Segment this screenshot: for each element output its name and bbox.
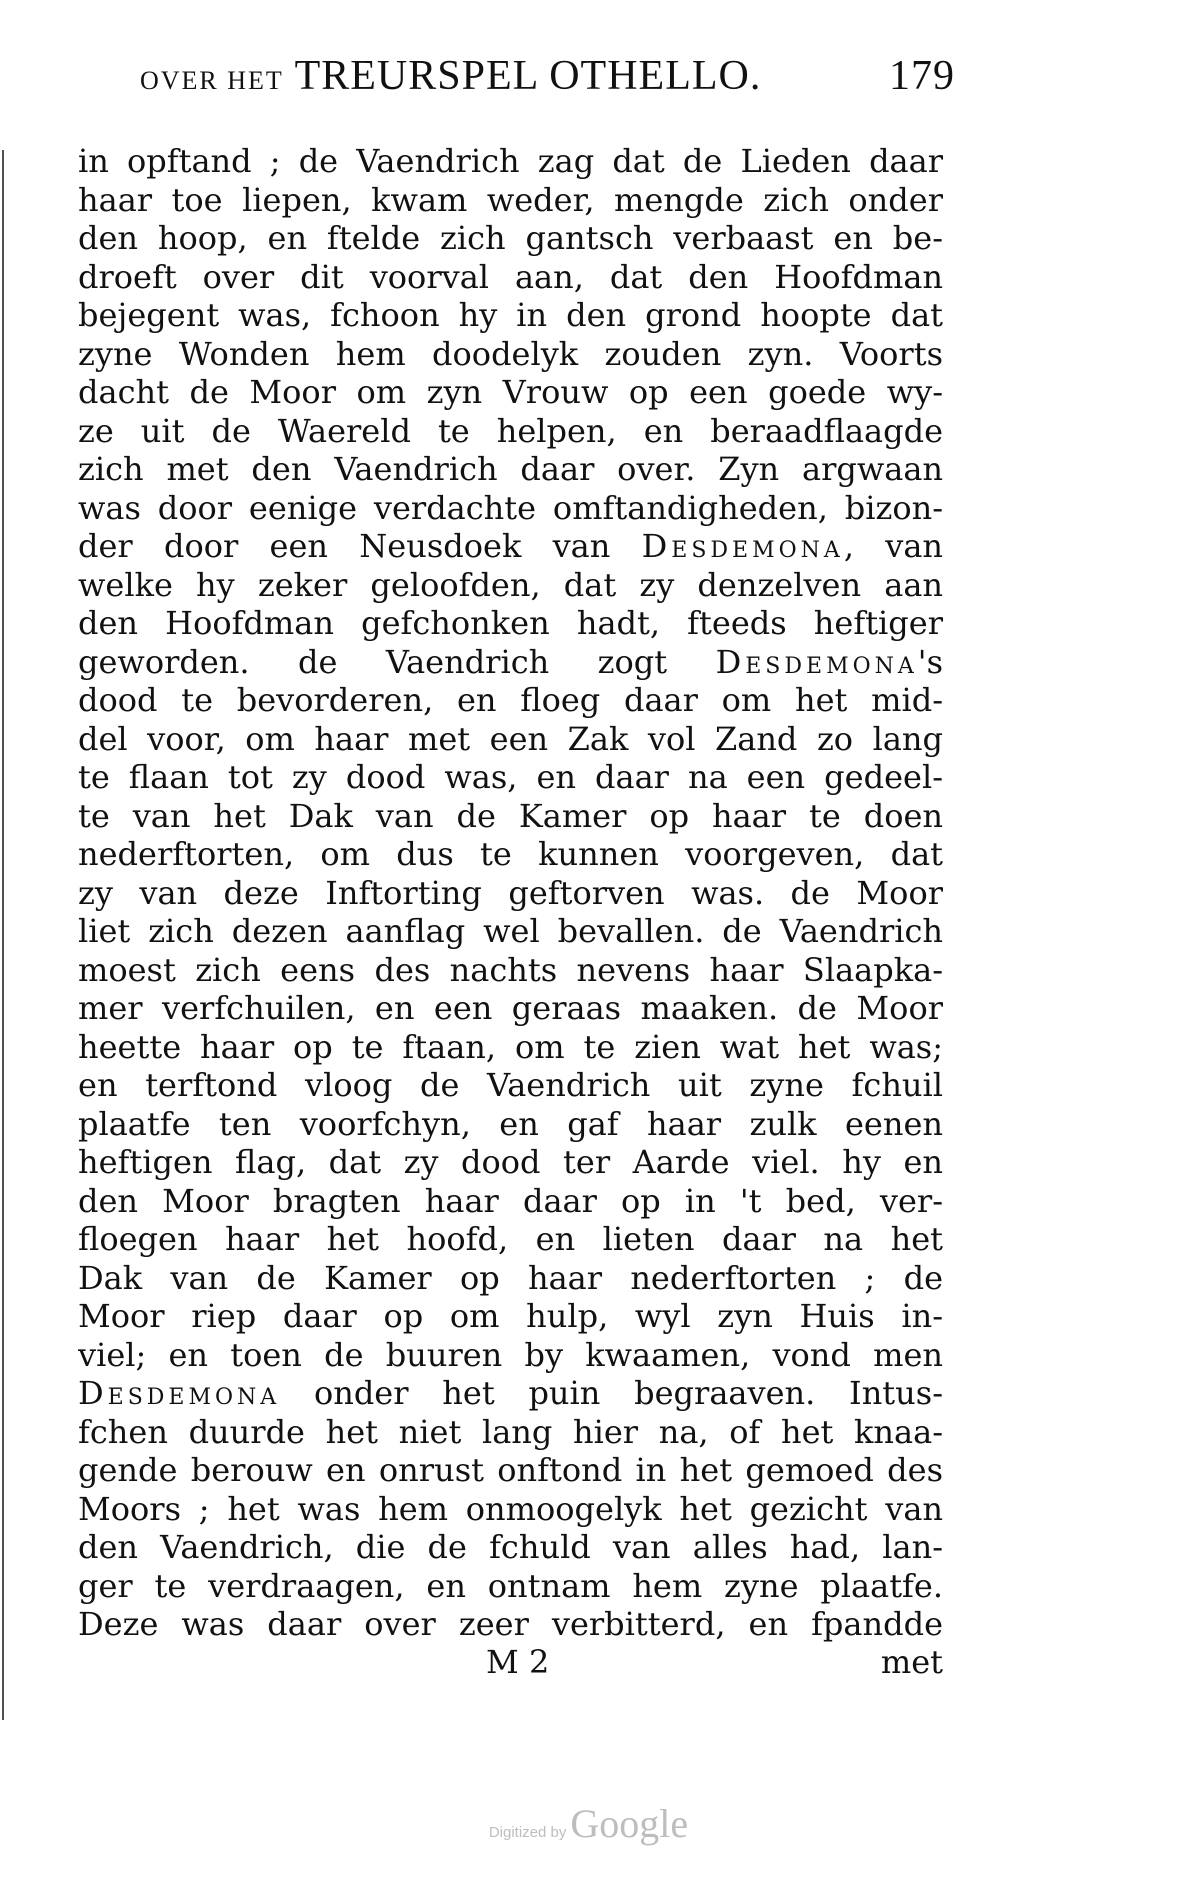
line-text: Dak van de Kamer op haar nederftorten ; de bbox=[78, 1258, 943, 1297]
text-line bbox=[78, 219, 943, 258]
line-text: heftigen flag, dat zy dood ter Aarde viel. hy en bbox=[78, 1143, 943, 1181]
line-content bbox=[78, 181, 943, 220]
text-line bbox=[78, 1105, 943, 1144]
line-content bbox=[78, 1567, 943, 1606]
catchword: met bbox=[880, 1643, 943, 1681]
line-content bbox=[78, 1105, 943, 1144]
line-content bbox=[78, 1028, 943, 1067]
line-text: mer verfchuilen, en een geraas maaken. de Moor bbox=[78, 989, 943, 1027]
text-line bbox=[78, 258, 943, 297]
line-content bbox=[78, 1528, 943, 1567]
line-text-tail: 's bbox=[917, 642, 943, 681]
text-line bbox=[78, 758, 943, 797]
line-content bbox=[78, 219, 943, 258]
text-line bbox=[78, 951, 943, 990]
line-text: floegen haar het hoofd, en lieten daar na het bbox=[78, 1220, 943, 1258]
line-content bbox=[78, 1336, 943, 1375]
text-line bbox=[78, 335, 943, 374]
text-line bbox=[78, 1605, 943, 1644]
digitized-watermark bbox=[0, 1800, 1177, 1847]
text-line bbox=[78, 1451, 943, 1490]
running-title-prefix: OVER HET bbox=[140, 66, 284, 95]
line-text: dacht de Moor om zyn Vrouw op een goede wy- bbox=[78, 373, 943, 411]
running-header bbox=[140, 52, 955, 112]
line-content bbox=[78, 1374, 943, 1413]
text-line bbox=[78, 412, 943, 451]
line-content bbox=[78, 566, 943, 605]
line-text: haar toe liepen, kwam weder, mengde zich onder bbox=[78, 180, 943, 219]
page-edge-line bbox=[2, 150, 4, 1720]
line-content bbox=[78, 142, 943, 181]
line-content bbox=[78, 1259, 943, 1298]
line-text: nederftorten, om dus te kunnen voorgeven, dat bbox=[78, 835, 943, 873]
line-text: liet zich dezen aanflag wel bevallen. de Vaendrich bbox=[78, 912, 943, 950]
text-line bbox=[78, 1028, 943, 1067]
text-line bbox=[78, 643, 943, 682]
text-line bbox=[78, 1413, 943, 1452]
line-content bbox=[78, 758, 943, 797]
line-content bbox=[78, 258, 943, 297]
line-content bbox=[78, 835, 943, 874]
text-line bbox=[78, 1490, 943, 1529]
line-content bbox=[78, 643, 943, 682]
text-line bbox=[78, 1336, 943, 1375]
line-content bbox=[78, 335, 943, 374]
line-text: en terftond vloog de Vaendrich uit zyne fchuil bbox=[78, 1066, 943, 1104]
line-text: moest zich eens des nachts nevens haar Slaapka- bbox=[78, 950, 943, 989]
line-content bbox=[78, 1490, 943, 1529]
digitized-by-text: Digitized by bbox=[488, 1824, 567, 1841]
line-content bbox=[78, 296, 943, 335]
text-line bbox=[78, 1528, 943, 1567]
text-line bbox=[78, 604, 943, 643]
text-line bbox=[78, 1066, 943, 1105]
line-text: Deze was daar over zeer verbitterd, en fpandde bbox=[78, 1605, 943, 1643]
line-content bbox=[78, 373, 943, 412]
line-content bbox=[78, 1143, 943, 1182]
text-line bbox=[78, 181, 943, 220]
line-text: zyne Wonden hem doodelyk zouden zyn. Voorts bbox=[78, 334, 943, 373]
line-text-tail: , van bbox=[843, 527, 943, 565]
line-text: plaatfe ten voorfchyn, en gaf haar zulk eenen bbox=[78, 1104, 943, 1143]
line-content bbox=[78, 1605, 943, 1644]
line-content bbox=[78, 912, 943, 951]
line-text: te van het Dak van de Kamer op haar te doen bbox=[78, 796, 943, 835]
line-content bbox=[78, 1451, 943, 1490]
text-line bbox=[78, 142, 943, 181]
line-text: gende berouw en onrust onftond in het gemoed des bbox=[78, 1451, 943, 1489]
line-content bbox=[78, 681, 943, 720]
line-text: zy van deze Inftorting geftorven was. de Moor bbox=[78, 873, 943, 912]
text-line bbox=[78, 874, 943, 913]
line-text: was door eenige verdachte omftandigheden, bizon- bbox=[78, 488, 943, 527]
text-line bbox=[78, 527, 943, 566]
line-text: viel; en toen de buuren by kwaamen, vond men bbox=[78, 1335, 943, 1374]
line-text: welke hy zeker geloofden, dat zy denzelven aan bbox=[78, 565, 943, 604]
line-text: droeft over dit voorval aan, dat den Hoofdman bbox=[78, 257, 943, 296]
text-line bbox=[78, 566, 943, 605]
line-content bbox=[78, 1297, 943, 1336]
line-text: ze uit de Waereld te helpen, en beraadflaagde bbox=[78, 411, 943, 450]
line-content bbox=[78, 951, 943, 990]
text-line bbox=[78, 1374, 943, 1413]
text-line bbox=[78, 989, 943, 1028]
text-line bbox=[78, 797, 943, 836]
name-small-caps: Desdemona bbox=[641, 527, 844, 565]
text-line bbox=[78, 1143, 943, 1182]
line-text: Moor riep daar op om hulp, wyl zyn Huis in- bbox=[78, 1297, 943, 1335]
text-line bbox=[78, 450, 943, 489]
line-content bbox=[78, 1413, 943, 1452]
line-text: geworden. de Vaendrich zogt bbox=[78, 642, 716, 681]
line-text: del voor, om haar met een Zak vol Zand zo lang bbox=[78, 719, 943, 758]
page-number: 179 bbox=[889, 53, 955, 99]
line-content bbox=[78, 1182, 943, 1221]
line-text-tail: onder het puin begraaven. Intus- bbox=[280, 1374, 943, 1412]
text-line bbox=[78, 1220, 943, 1259]
line-text: Moors ; het was hem onmoogelyk het gezicht van bbox=[78, 1489, 943, 1528]
text-line bbox=[78, 1297, 943, 1336]
line-text: bejegent was, fchoon hy in den grond hoopte dat bbox=[78, 296, 943, 334]
line-text: ger te verdraagen, en ontnam hem zyne plaatfe. bbox=[78, 1566, 943, 1605]
text-line bbox=[78, 296, 943, 335]
line-text: den Hoofdman gefchonken hadt, fteeds heftiger bbox=[78, 604, 943, 642]
text-line bbox=[78, 373, 943, 412]
text-line bbox=[78, 720, 943, 759]
line-text: in opftand ; de Vaendrich zag dat de Lieden daar bbox=[78, 142, 943, 180]
page-body-text bbox=[78, 142, 943, 1644]
line-text: den Moor bragten haar daar op in 't bed, ver- bbox=[78, 1181, 943, 1220]
line-content bbox=[78, 1220, 943, 1259]
line-text: fchen duurde het niet lang hier na, of het knaa- bbox=[78, 1412, 943, 1451]
page-footer bbox=[78, 1643, 943, 1683]
line-content bbox=[78, 450, 943, 489]
line-content bbox=[78, 1066, 943, 1105]
google-logo-text: Google bbox=[570, 1801, 689, 1846]
line-content bbox=[78, 874, 943, 913]
line-text: zich met den Vaendrich daar over. Zyn argwaan bbox=[78, 450, 943, 488]
line-text: dood te bevorderen, en floeg daar om het mid- bbox=[78, 681, 943, 719]
running-title-main: TREURSPEL OTHELLO. bbox=[294, 53, 762, 99]
line-content bbox=[78, 989, 943, 1028]
text-line bbox=[78, 1182, 943, 1221]
line-content bbox=[78, 604, 943, 643]
line-content bbox=[78, 797, 943, 836]
line-content bbox=[78, 489, 943, 528]
text-line bbox=[78, 912, 943, 951]
text-line bbox=[78, 489, 943, 528]
line-text: te flaan tot zy dood was, en daar na een gedeel- bbox=[78, 758, 943, 796]
text-line bbox=[78, 835, 943, 874]
name-small-caps: Desdemona bbox=[78, 1374, 281, 1412]
text-line bbox=[78, 1259, 943, 1298]
running-title bbox=[140, 52, 761, 100]
line-content bbox=[78, 412, 943, 451]
line-text: der door een Neusdoek van bbox=[78, 527, 642, 565]
text-line bbox=[78, 681, 943, 720]
line-content bbox=[78, 720, 943, 759]
signature-mark: M 2 bbox=[486, 1643, 550, 1681]
text-line bbox=[78, 1567, 943, 1606]
name-small-caps: Desdemona bbox=[715, 642, 918, 681]
line-content bbox=[78, 527, 943, 566]
line-text: den Vaendrich, die de fchuld van alles had, lan- bbox=[78, 1528, 943, 1566]
line-text: heette haar op te ftaan, om te zien wat het was; bbox=[78, 1027, 943, 1066]
line-text: den hoop, en ftelde zich gantsch verbaast en be- bbox=[78, 219, 943, 257]
